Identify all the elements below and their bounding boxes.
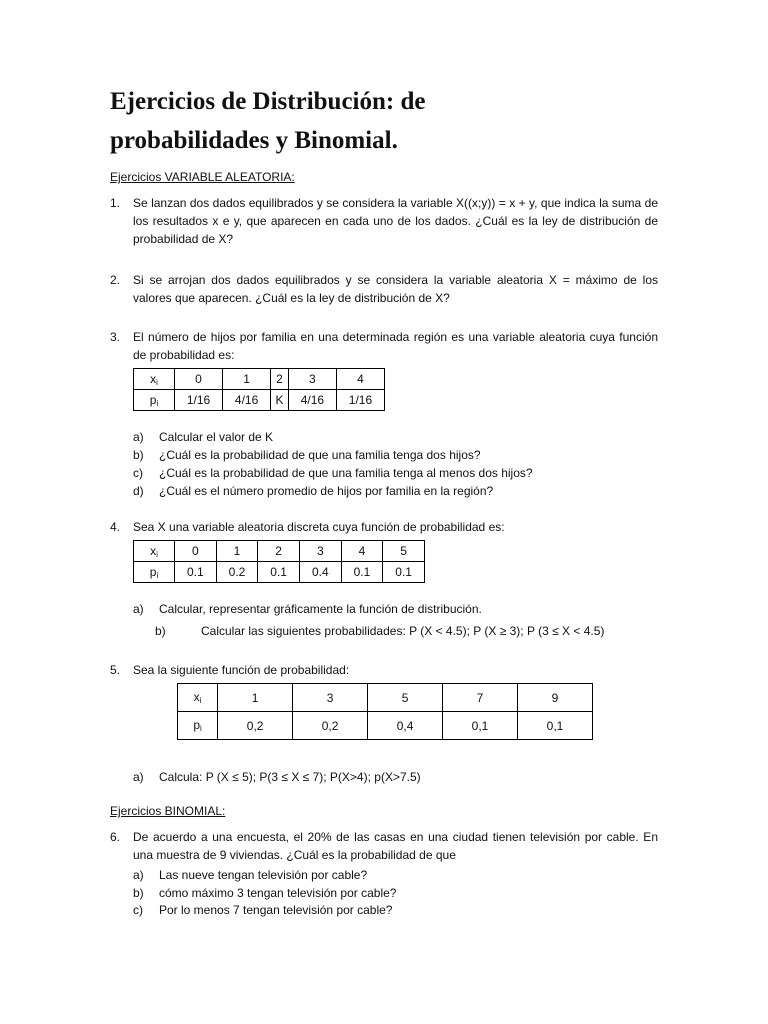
exercise-text: El número de hijos por familia en una determinada región es una variable aleatoria cuya función de probabilidad es: — [133, 330, 658, 362]
table-row-x — [134, 369, 385, 390]
table-cell: 0,1 — [443, 712, 518, 740]
row-header-x: $x_i$ — [134, 541, 175, 562]
table-cell: 1/16 — [336, 390, 384, 411]
table-cell: 0.1 — [175, 562, 217, 583]
title-line-1: Ejercicios de Distribución: de — [110, 88, 426, 115]
section-heading-variable-aleatoria: Ejercicios VARIABLE ALEATORIA: — [110, 170, 295, 184]
ex3-item-d: d) ¿Cuál es el número promedio de hijos por familia en la región? — [133, 484, 494, 498]
exercise-text: De acuerdo a una encuesta, el 20% de las casas en una ciudad tienen televisión por cable. En una muestra de 9 viviendas. ¿Cuál es la probabilidad de que — [133, 830, 658, 862]
table-cell: 3 — [293, 684, 368, 712]
table-cell: 0 — [175, 541, 217, 562]
table-cell: 0,2 — [293, 712, 368, 740]
table-cell: 4 — [336, 369, 384, 390]
exercise-number: 5. — [110, 663, 121, 677]
exercise-text: Sea la siguiente función de probabilidad: — [133, 663, 350, 677]
exercise-number: 4. — [110, 520, 121, 534]
ex3-item-c: c) ¿Cuál es la probabilidad de que una familia tenga al menos dos hijos? — [133, 466, 533, 480]
table-cell: 5 — [368, 684, 443, 712]
probability-table-5 — [177, 683, 593, 740]
exercise-3 — [110, 328, 658, 364]
table-cell: 0,1 — [518, 712, 593, 740]
exercise-5 — [110, 661, 658, 679]
table-row-p — [134, 562, 425, 583]
ex4-item-a: a) Calcular, representar gráficamente la función de distribución. — [133, 602, 482, 616]
table-cell: 1 — [216, 541, 258, 562]
exercise-number: 2. — [110, 273, 121, 287]
table-cell: 2 — [258, 541, 300, 562]
table-cell: 7 — [443, 684, 518, 712]
table-cell: 9 — [518, 684, 593, 712]
exercise-number: 6. — [110, 830, 121, 844]
exercise-1 — [110, 194, 658, 248]
table-row-x — [178, 684, 593, 712]
table-cell: 0,2 — [218, 712, 293, 740]
title-line-2: probabilidades y Binomial. — [110, 127, 398, 154]
table-cell: 4 — [341, 541, 383, 562]
exercise-number: 3. — [110, 330, 121, 344]
table-row-x — [134, 541, 425, 562]
table-cell: 5 — [383, 541, 425, 562]
table-cell: 2 — [271, 369, 289, 390]
row-header-p: $p_i$ — [178, 712, 218, 740]
table-cell: 0,4 — [368, 712, 443, 740]
table-cell: 3 — [288, 369, 336, 390]
exercise-number: 1. — [110, 196, 121, 210]
probability-table-3 — [133, 368, 385, 411]
exercise-6 — [110, 828, 658, 864]
ex3-item-a: a) Calcular el valor de K — [133, 430, 274, 444]
table-cell: 0.4 — [299, 562, 341, 583]
probability-table-4 — [133, 540, 425, 583]
table-cell: 1 — [223, 369, 271, 390]
row-header-p: $p_i$ — [134, 562, 175, 583]
table-cell: 4/16 — [223, 390, 271, 411]
table-row-p — [134, 390, 385, 411]
table-cell: 0 — [175, 369, 223, 390]
table-cell: 0.1 — [341, 562, 383, 583]
table-cell: 1/16 — [175, 390, 223, 411]
table-cell: K — [271, 390, 289, 411]
row-header-p: $p_i$ — [134, 390, 175, 411]
ex6-item-a: a) Las nueve tengan televisión por cable? — [133, 868, 368, 882]
table-cell: 0.2 — [216, 562, 258, 583]
exercise-4 — [110, 518, 658, 536]
table-cell: 0.1 — [258, 562, 300, 583]
table-row-p — [178, 712, 593, 740]
exercise-text: Se lanzan dos dados equilibrados y se considera la variable X((x;y)) = x + y, que indica la suma de los resultados x e y, que aparecen en cada uno de los dados. ¿Cuál es la ley de distribución de probabilidad de X? — [133, 196, 658, 246]
ex6-item-b: b) cómo máximo 3 tengan televisión por cable? — [133, 886, 397, 900]
ex6-item-c: c) Por lo menos 7 tengan televisión por cable? — [133, 903, 393, 917]
ex5-item-a: a) Calcula: P (X ≤ 5); P(3 ≤ X ≤ 7); P(X>4); p(X>7.5) — [133, 770, 421, 784]
exercise-text: Sea X una variable aleatoria discreta cuya función de probabilidad es: — [133, 520, 505, 534]
table-cell: 3 — [299, 541, 341, 562]
document-title — [110, 82, 710, 160]
table-cell: 1 — [218, 684, 293, 712]
table-cell: 4/16 — [288, 390, 336, 411]
section-heading-binomial: Ejercicios BINOMIAL: — [110, 804, 226, 818]
table-cell: 0.1 — [383, 562, 425, 583]
ex4-item-b: b) Calcular las siguientes probabilidades: P (X < 4.5); P (X ≥ 3); P (3 ≤ X < 4.5) — [155, 624, 605, 638]
row-header-x: $x_i$ — [134, 369, 175, 390]
exercise-text: Si se arrojan dos dados equilibrados y se considera la variable aleatoria X = máximo de los valores que aparecen. ¿Cuál es la ley de distribución de X? — [133, 273, 658, 305]
exercise-2 — [110, 271, 658, 307]
ex3-item-b: b) ¿Cuál es la probabilidad de que una familia tenga dos hijos? — [133, 448, 481, 462]
row-header-x: $x_i$ — [178, 684, 218, 712]
